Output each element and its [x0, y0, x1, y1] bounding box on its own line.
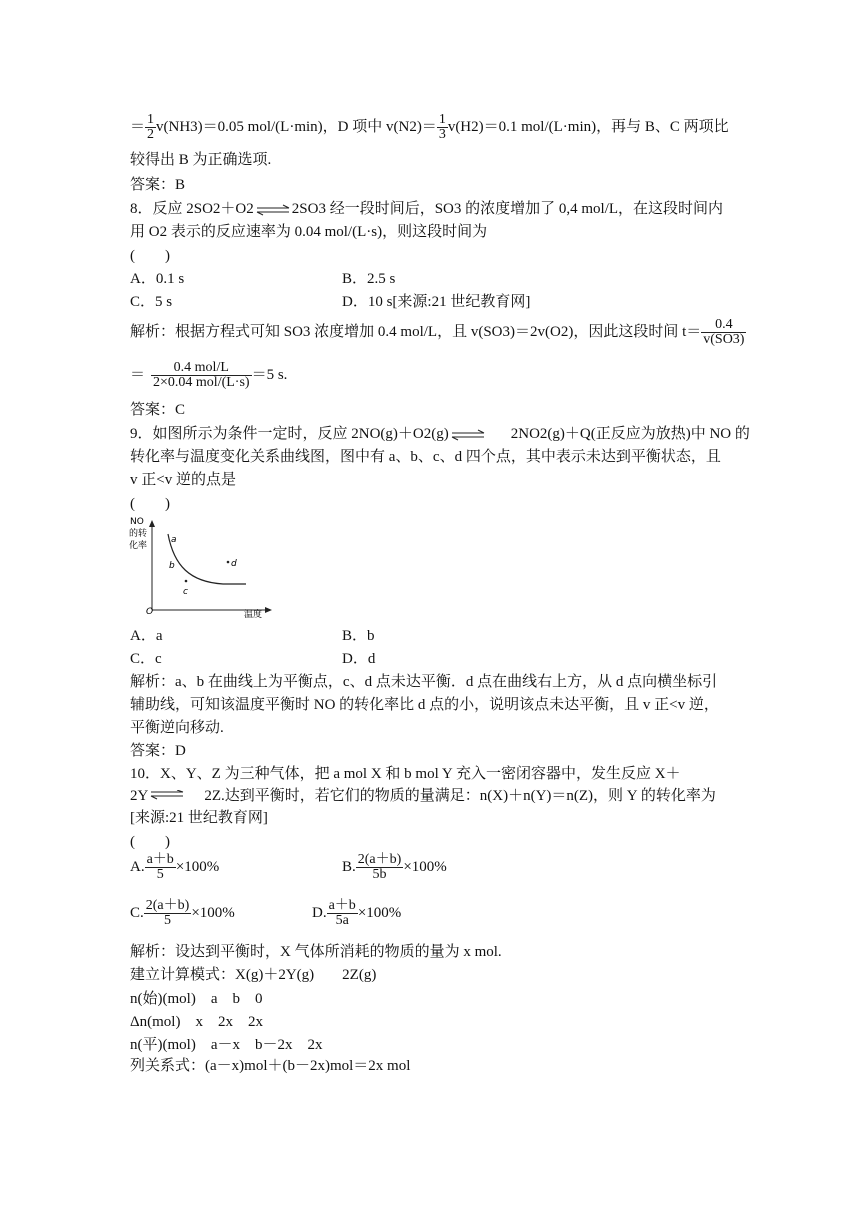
q10-option-d[interactable]: [312, 899, 401, 928]
y-axis-arrow-icon: [149, 520, 155, 527]
conversion-temperature-graph: [128, 514, 278, 622]
numerator: 2(a＋b): [145, 898, 190, 913]
q10-explanation-line-3: n(始)(mol) a b 0: [130, 991, 263, 1007]
q8-option-b[interactable]: B．2.5 s: [342, 271, 396, 287]
q9-stem-line-1: [130, 424, 750, 444]
fraction: [145, 853, 176, 882]
q10-stem-line-1: 10．X、Y、Z 为三种气体，把 a mol X 和 b mol Y 充入一密闭容器中，发生反应 X＋: [130, 766, 681, 782]
fraction: [151, 361, 252, 390]
numerator: a＋b: [146, 852, 174, 867]
numerator: 0.4 mol/L: [173, 360, 229, 375]
numerator: 1: [147, 112, 155, 127]
denominator: v(SO3): [703, 332, 745, 347]
q8-option-a[interactable]: A．0.1 s: [130, 271, 185, 287]
numerator: a＋b: [328, 898, 356, 913]
q9-answer: 答案：D: [130, 743, 186, 759]
q10-explanation-line-4: Δn(mol) x 2x 2x: [130, 1014, 263, 1030]
q9-paren: ( ): [130, 496, 170, 512]
denominator: 5b: [356, 867, 404, 882]
text: ×100%: [191, 904, 235, 921]
point-d-label: d: [231, 559, 237, 569]
point-c-label: c: [183, 587, 188, 597]
q10-explanation-line-2: [130, 965, 376, 985]
text: ×100%: [357, 904, 402, 921]
text: 2SO3 经一段时间后，SO3 的浓度增加了 0,4 mol/L，在这段时间内: [291, 201, 724, 217]
explanation-line-1: [130, 113, 729, 142]
q9-option-d[interactable]: D．d: [342, 651, 376, 667]
q10-stem-line-3: [来源:21 世纪教育网]: [130, 810, 268, 826]
q8-answer: 答案：C: [130, 402, 186, 418]
q10-option-c[interactable]: [130, 899, 235, 928]
equilibrium-arrow-icon: [450, 428, 510, 442]
fraction: [144, 899, 192, 928]
numerator: 2(a＋b): [357, 852, 402, 867]
text: 2Z.达到平衡时，若它们的物质的量满足：n(X)＋n(Y)＝n(Z)，则 Y 的转化率为: [204, 788, 716, 804]
q10-explanation-line-5: n(平)(mol) a－x b－2x 2x: [130, 1037, 323, 1053]
text: 建立计算模式：X(g)＋2Y(g): [130, 967, 315, 983]
y-label-1: NO: [130, 517, 144, 527]
numerator: 0.4: [715, 317, 733, 332]
text: v(H2)＝0.1 mol/(L·min)，再与 B、C 两项比: [447, 118, 729, 135]
q8-explanation-line-2: [130, 361, 287, 390]
denominator: 5: [145, 867, 176, 882]
q8-stem-line-2: 用 O2 表示的反应速率为 0.04 mol/(L·s)，则这段时间为: [130, 224, 488, 240]
q10-explanation-line-6: 列关系式：(a－x)mol＋(b－2x)mol＝2x mol: [130, 1058, 411, 1074]
point-b-label: b: [169, 561, 175, 571]
text: 解析：根据方程式可知 SO3 浓度增加 0.4 mol/L，且 v(SO3)＝2v(O2)，因此这段时间 t＝: [130, 323, 702, 340]
text: 2NO2(g)＋Q(正反应为放热)中 NO 的: [510, 426, 750, 442]
fraction: [356, 853, 404, 882]
explanation-line-2: 较得出 B 为正确选项.: [130, 152, 272, 168]
fraction-third: [437, 113, 448, 142]
q8-option-c[interactable]: C．5 s: [130, 294, 173, 310]
point-d: [227, 561, 230, 564]
text: ＝: [130, 118, 146, 135]
text: D.: [312, 904, 327, 921]
denominator: 2×0.04 mol/(L·s): [153, 375, 250, 390]
text: A.: [130, 858, 145, 875]
point-a-label: a: [171, 535, 177, 545]
numerator: 1: [438, 112, 446, 127]
x-label: 温度: [244, 610, 263, 620]
q10-option-a[interactable]: [130, 853, 219, 882]
origin-label: O: [146, 607, 154, 617]
text: B.: [342, 858, 356, 875]
fraction: [327, 899, 358, 928]
text: ＝5 s.: [251, 366, 288, 383]
text: 8．反应 2SO2＋O2: [130, 201, 254, 217]
text: 2Y: [130, 788, 149, 804]
y-label-3: 化率: [129, 541, 148, 551]
text: 9．如图所示为条件一定时，反应 2NO(g)＋O2(g): [130, 426, 449, 442]
q10-paren: ( ): [130, 834, 170, 850]
q9-option-c[interactable]: C．c: [130, 651, 162, 667]
denominator: 2: [147, 127, 155, 142]
text: ×100%: [175, 858, 220, 875]
equilibrium-arrow-icon: [149, 790, 203, 804]
answer-7: 答案：B: [130, 177, 186, 193]
text: ×100%: [403, 858, 447, 875]
q10-explanation-line-1: 解析：设达到平衡时，X 气体所消耗的物质的量为 x mol.: [130, 944, 502, 960]
text: v(NH3)＝0.05 mol/(L·min)，D 项中 v(N2)＝: [156, 118, 437, 135]
denominator: 5a: [327, 913, 358, 928]
q10-option-b[interactable]: [342, 853, 447, 882]
text: ＝: [130, 366, 146, 383]
fraction-half: [145, 113, 156, 142]
equilibrium-arrow-icon: [255, 203, 291, 217]
x-axis-arrow-icon: [265, 607, 272, 613]
y-label-2: 的转: [129, 529, 148, 539]
q8-explanation-line-1: [130, 318, 746, 347]
text: C.: [130, 904, 144, 921]
q9-explanation-line-2: 辅助线，可知该温度平衡时 NO 的转化率比 d 点的小，说明该点未达平衡，且 v 正<v 逆，: [130, 697, 719, 713]
q9-stem-line-3: v 正<v 逆的点是: [130, 472, 236, 488]
point-c: [185, 580, 188, 583]
text: 2Z(g): [342, 967, 377, 983]
fraction: [701, 318, 746, 347]
q9-explanation-line-1: 解析：a、b 在曲线上为平衡点，c、d 点未达平衡．d 点在曲线右上方，从 d 点向横坐标引: [130, 674, 718, 690]
q8-option-d[interactable]: D．10 s[来源:21 世纪教育网]: [342, 294, 531, 310]
denominator: 3: [438, 127, 446, 142]
q9-option-b[interactable]: B．b: [342, 628, 375, 644]
denominator: 5: [144, 913, 192, 928]
q10-stem-line-2: [130, 786, 716, 806]
q8-paren: ( ): [130, 248, 170, 264]
q9-stem-line-2: 转化率与温度变化关系曲线图，图中有 a、b、c、d 四个点，其中表示未达到平衡状态，且: [130, 449, 721, 465]
q8-stem-line-1: [130, 199, 723, 219]
q9-explanation-line-3: 平衡逆向移动.: [130, 720, 224, 736]
q9-option-a[interactable]: A．a: [130, 628, 163, 644]
